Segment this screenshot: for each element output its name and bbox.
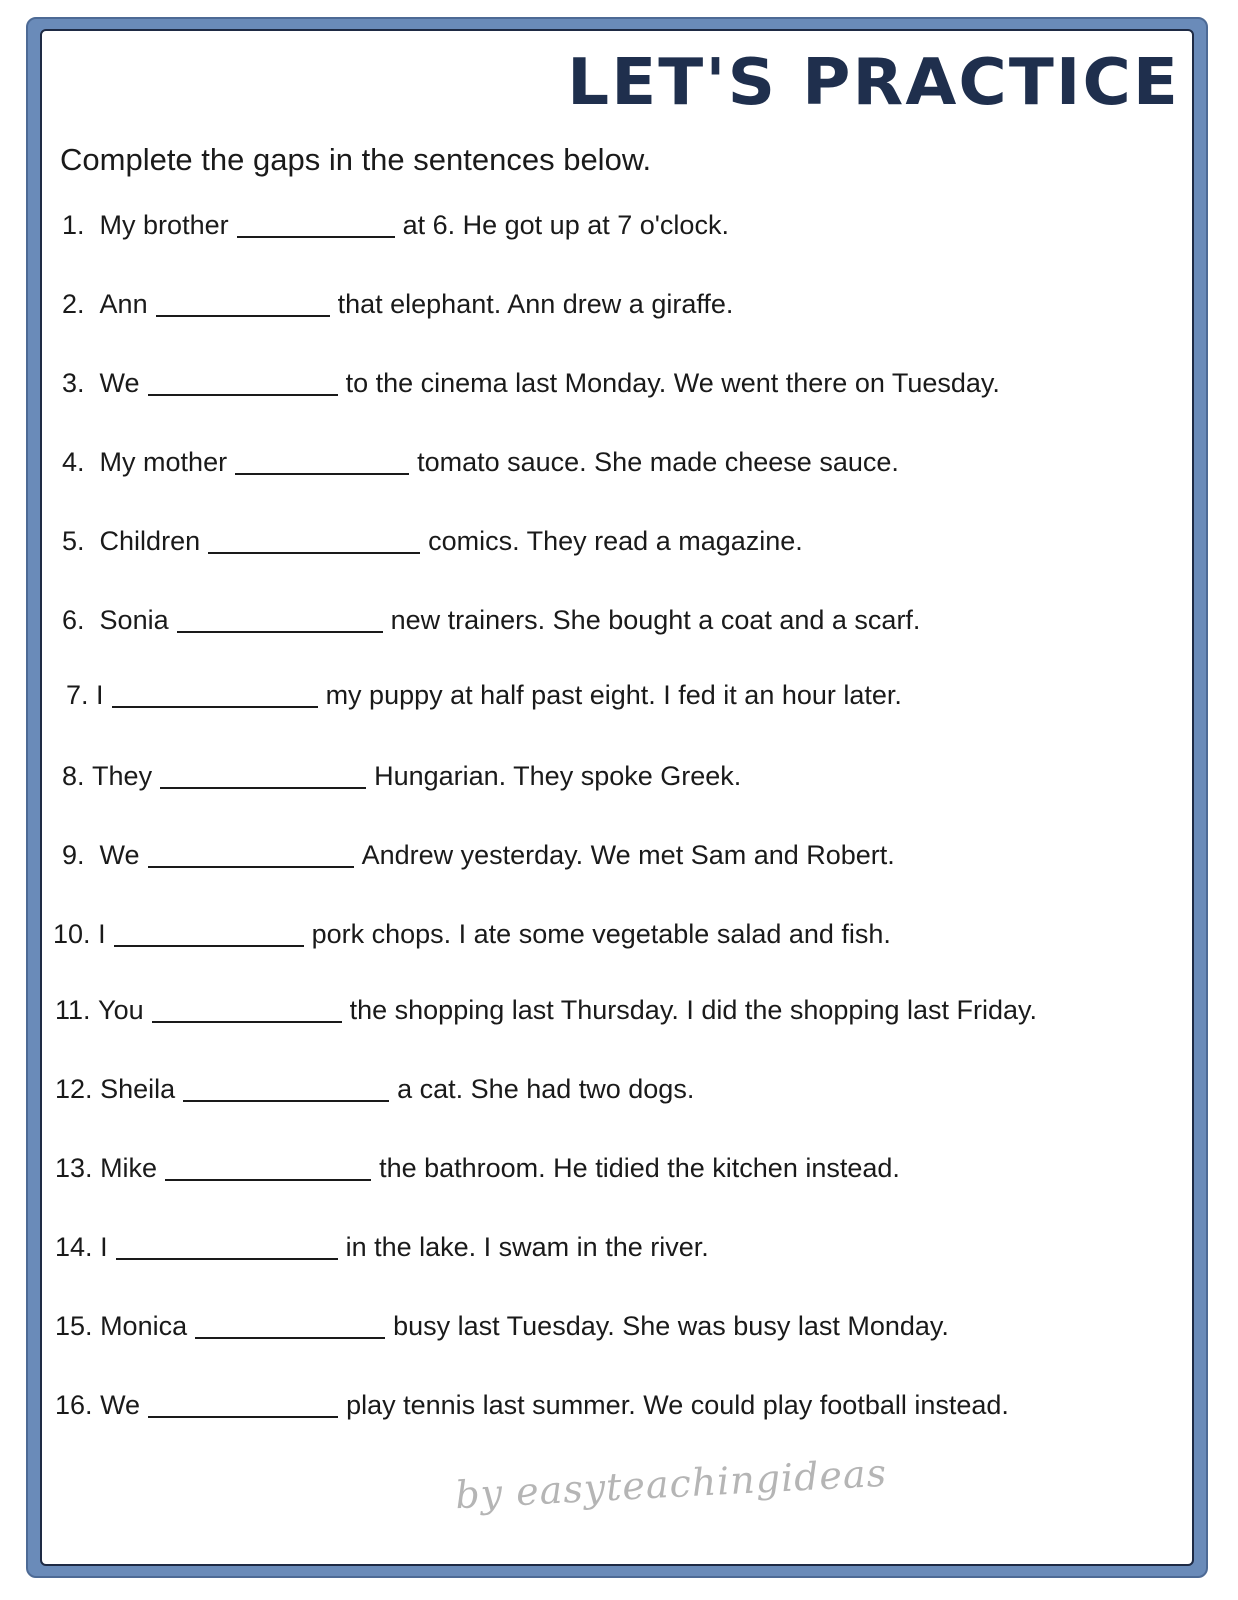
answer-gap[interactable] — [177, 630, 383, 633]
answer-gap[interactable] — [112, 705, 318, 708]
question-10 — [53, 919, 891, 950]
question-text-before: Children — [99, 526, 201, 556]
instructions: Complete the gaps in the sentences below. — [60, 142, 652, 177]
question-11 — [55, 995, 1037, 1026]
question-text-after: Hungarian. They spoke Greek. — [374, 761, 742, 791]
question-1 — [62, 210, 729, 241]
question-text-after: the shopping last Thursday. I did the shopping last Friday. — [349, 995, 1038, 1025]
question-text-after: at 6. He got up at 7 o'clock. — [402, 210, 729, 240]
question-number: 7. — [66, 680, 89, 710]
answer-gap[interactable] — [183, 1099, 389, 1102]
question-text-before: My brother — [99, 210, 229, 240]
question-text-before: Mike — [100, 1153, 158, 1183]
answer-gap[interactable] — [148, 1415, 338, 1418]
question-8 — [62, 761, 741, 792]
question-5 — [62, 526, 803, 557]
question-text-before: I — [100, 1232, 108, 1262]
question-text-after: my puppy at half past eight. I fed it an hour later. — [325, 680, 902, 710]
question-15 — [55, 1311, 949, 1342]
answer-gap[interactable] — [195, 1336, 385, 1339]
question-number: 13. — [55, 1153, 93, 1183]
question-number: 8. — [62, 761, 85, 791]
answer-gap[interactable] — [237, 235, 395, 238]
question-text-after: tomato sauce. She made cheese sauce. — [417, 447, 899, 477]
answer-gap[interactable] — [160, 786, 366, 789]
question-text-before: Monica — [100, 1311, 188, 1341]
question-text-before: Sheila — [100, 1074, 176, 1104]
question-text-before: I — [98, 919, 106, 949]
question-9 — [62, 840, 895, 871]
question-text-before: We — [99, 368, 140, 398]
question-text-after: in the lake. I swam in the river. — [345, 1232, 709, 1262]
question-14 — [55, 1232, 709, 1263]
question-number: 6. — [62, 605, 85, 635]
question-number: 4. — [62, 447, 85, 477]
answer-gap[interactable] — [148, 393, 338, 396]
question-4 — [62, 447, 899, 478]
question-text-before: You — [98, 995, 144, 1025]
question-text-before: Ann — [99, 289, 148, 319]
answer-gap[interactable] — [235, 472, 409, 475]
page-title: LET'S PRACTICE — [567, 46, 1180, 120]
answer-gap[interactable] — [208, 551, 420, 554]
answer-gap[interactable] — [116, 1257, 338, 1260]
question-13 — [55, 1153, 900, 1184]
question-3 — [62, 368, 1000, 399]
question-number: 1. — [62, 210, 85, 240]
question-text-after: comics. They read a magazine. — [428, 526, 803, 556]
question-number: 14. — [55, 1232, 93, 1262]
question-2 — [62, 289, 733, 320]
question-text-after: a cat. She had two dogs. — [397, 1074, 695, 1104]
question-text-after: play tennis last summer. We could play football instead. — [346, 1390, 1009, 1420]
question-text-after: Andrew yesterday. We met Sam and Robert. — [361, 840, 895, 870]
question-number: 16. — [55, 1390, 93, 1420]
question-6 — [62, 605, 920, 636]
question-12 — [55, 1074, 694, 1105]
answer-gap[interactable] — [148, 865, 354, 868]
question-number: 2. — [62, 289, 85, 319]
question-text-after: pork chops. I ate some vegetable salad and fish. — [311, 919, 891, 949]
question-text-after: new trainers. She bought a coat and a scarf. — [390, 605, 921, 635]
answer-gap[interactable] — [165, 1178, 371, 1181]
question-text-after: the bathroom. He tidied the kitchen instead. — [379, 1153, 900, 1183]
footer-watermark: by easyteachingideas — [454, 1450, 889, 1518]
answer-gap[interactable] — [156, 314, 330, 317]
question-number: 3. — [62, 368, 85, 398]
question-7 — [66, 680, 902, 711]
question-16 — [55, 1390, 1009, 1421]
question-number: 12. — [55, 1074, 93, 1104]
question-number: 9. — [62, 840, 85, 870]
question-text-after: busy last Tuesday. She was busy last Monday. — [393, 1311, 949, 1341]
question-text-after: to the cinema last Monday. We went there on Tuesday. — [345, 368, 1000, 398]
answer-gap[interactable] — [114, 944, 304, 947]
question-number: 11. — [55, 995, 91, 1025]
question-text-before: We — [100, 1390, 141, 1420]
question-text-before: We — [99, 840, 140, 870]
question-text-before: My mother — [99, 447, 228, 477]
question-number: 10. — [53, 919, 91, 949]
question-number: 5. — [62, 526, 85, 556]
question-text-before: Sonia — [99, 605, 169, 635]
question-text-before: They — [92, 761, 153, 791]
question-text-before: I — [96, 680, 104, 710]
answer-gap[interactable] — [152, 1020, 342, 1023]
question-number: 15. — [55, 1311, 93, 1341]
question-text-after: that elephant. Ann drew a giraffe. — [337, 289, 734, 319]
